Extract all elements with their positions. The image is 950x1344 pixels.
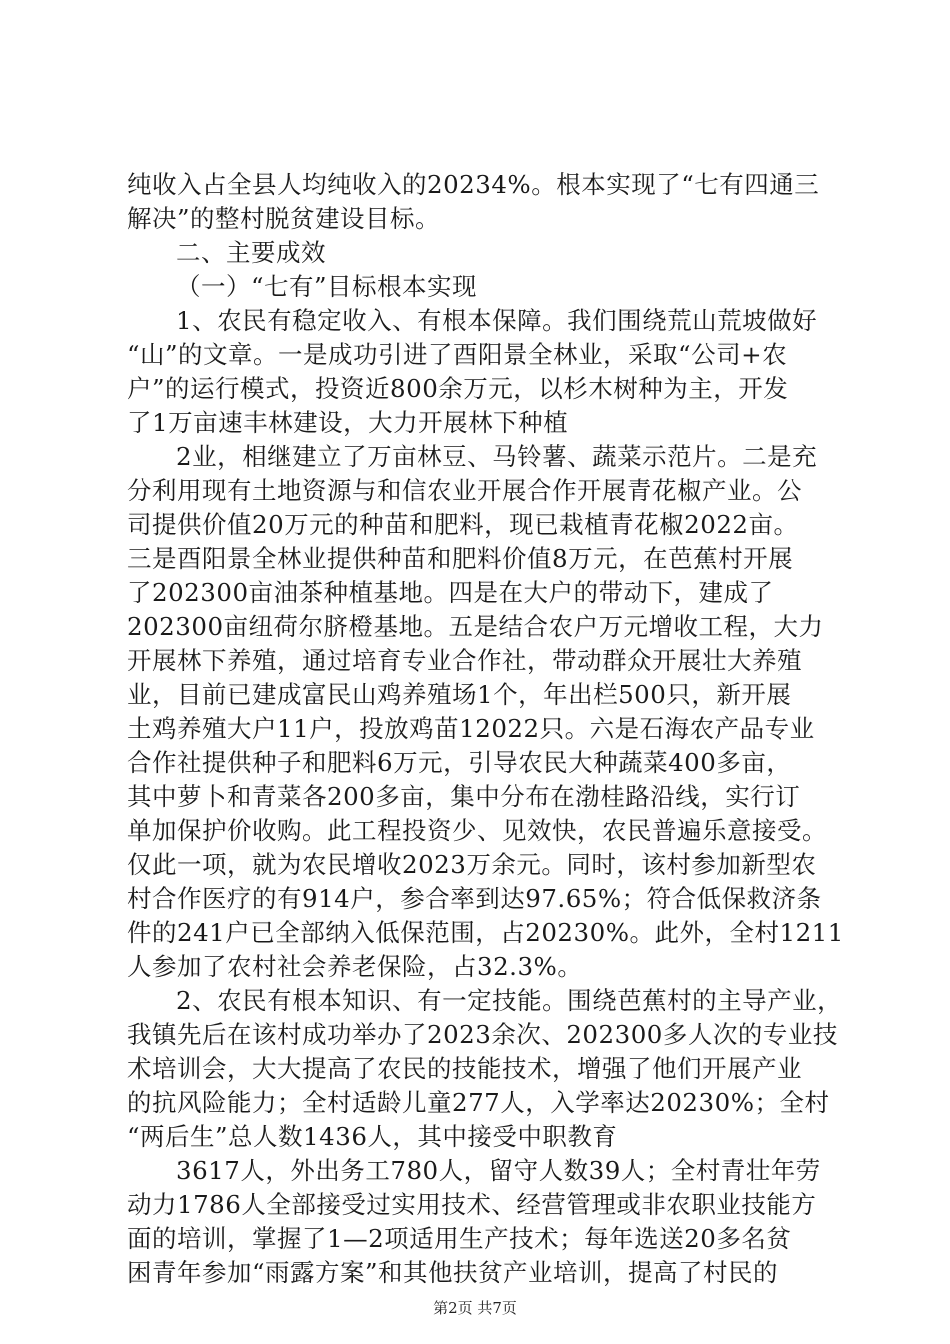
text-line: 3617人，外出务工780人，留守人数39人；全村青壮年劳 [176,1156,821,1185]
text-line: 1、农民有稳定收入、有根本保障。我们围绕荒山荒坡做好 [176,306,818,335]
text-line: 202300亩纽荷尔脐橙基地。五是结合农户万元增收工程，大力 [127,612,824,641]
text-line: 合作社提供种子和肥料6万元，引导农民大种蔬菜400多亩， [127,748,792,777]
text-line: 土鸡养殖大户11户，投放鸡苗12022只。六是石海农产品专业 [127,714,815,743]
page-footer: 第2页 共7页 [433,1299,517,1317]
text-line: 其中萝卜和青菜各200多亩，集中分布在渤桂路沿线，实行订 [127,782,801,811]
text-line: 单加保护价收购。此工程投资少、见效快，农民普遍乐意接受。 [127,816,827,845]
subsection-heading: （一）“七有”目标根本实现 [176,272,478,301]
text-line: 村合作医疗的有914户，参合率到达97.65%；符合低保救济条 [127,884,822,913]
text-line: 的抗风险能力；全村适龄儿童277人，入学率达20230%；全村 [127,1088,830,1117]
text-line: “山”的文章。一是成功引进了酉阳景全林业，采取“公司+农 [127,340,788,369]
text-line: 纯收入占全县人均纯收入的20234%。根本实现了“七有四通三 [127,170,820,199]
text-line: 分利用现有土地资源与和信农业开展合作开展青花椒产业。公 [127,476,802,505]
text-line: 仅此一项，就为农民增收2023万余元。同时，该村参加新型农 [127,850,817,879]
text-line: 人参加了农村社会养老保险，占32.3%。 [127,952,583,981]
text-line: 业，目前已建成富民山鸡养殖场1个，年出栏500只，新开展 [127,680,792,709]
text-line: 2业，相继建立了万亩林豆、马铃薯、蔬菜示范片。二是充 [176,442,818,471]
text-line: 面的培训，掌握了1—2项适用生产技术；每年选送20多名贫 [127,1224,792,1253]
text-line: 我镇先后在该村成功举办了2023余次、202300多人次的专业技 [127,1020,838,1049]
text-line: 户”的运行模式，投资近800余万元，以杉木树种为主，开发 [127,374,789,403]
text-line: 困青年参加“雨露方案”和其他扶贫产业培训，提高了村民的 [127,1258,779,1287]
text-line: 动力1786人全部接受过实用技术、经营管理或非农职业技能方 [127,1190,817,1219]
text-line: 2、农民有根本知识、有一定技能。围绕芭蕉村的主导产业， [176,986,843,1015]
text-line: 解决”的整村脱贫建设目标。 [127,204,441,233]
text-line: “两后生”总人数1436人，其中接受中职教育 [127,1122,618,1151]
text-line: 件的241户已全部纳入低保范围，占20230%。此外，全村1211 [127,918,844,947]
section-heading: 二、主要成效 [176,238,326,267]
text-line: 了202300亩油茶种植基地。四是在大户的带动下，建成了 [127,578,774,607]
text-line: 术培训会，大大提高了农民的技能技术，增强了他们开展产业 [127,1054,802,1083]
text-line: 了1万亩速丰林建设，大力开展林下种植 [127,408,569,437]
text-line: 司提供价值20万元的种苗和肥料，现已栽植青花椒2022亩。 [127,510,799,539]
text-line: 三是酉阳景全林业提供种苗和肥料价值8万元，在芭蕉村开展 [127,544,794,573]
text-line: 开展林下养殖，通过培育专业合作社，带动群众开展壮大养殖 [127,646,802,675]
